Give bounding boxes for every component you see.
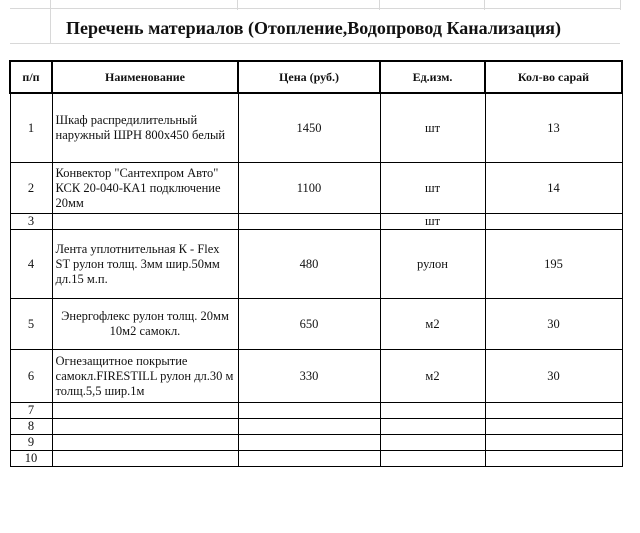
- row-unit: [380, 435, 485, 451]
- row-qty: [485, 403, 622, 419]
- row-qty: 30: [485, 350, 622, 403]
- table-row: [10, 435, 622, 451]
- row-unit: рулон: [380, 230, 485, 299]
- title-row-blank-cell: [10, 9, 51, 43]
- row-num: 8: [10, 419, 52, 435]
- row-price: [238, 451, 380, 467]
- table-row: [10, 451, 622, 467]
- row-qty: 30: [485, 299, 622, 350]
- row-name: Шкаф распредилительный наружный ШРН 800х450 белый: [52, 93, 238, 163]
- table-row: [10, 350, 622, 403]
- row-price: [238, 419, 380, 435]
- row-qty: 14: [485, 163, 622, 214]
- row-unit: [380, 403, 485, 419]
- row-unit: шт: [380, 93, 485, 163]
- table-row: [10, 403, 622, 419]
- row-qty: 195: [485, 230, 622, 299]
- table-row: [10, 93, 622, 163]
- row-price: 330: [238, 350, 380, 403]
- table-row: [10, 163, 622, 214]
- row-price: [238, 403, 380, 419]
- row-price: [238, 214, 380, 230]
- header-qty: Кол-во сарай: [485, 61, 622, 93]
- row-name: [52, 214, 238, 230]
- header-unit: Ед.изм.: [380, 61, 485, 93]
- row-unit: шт: [380, 163, 485, 214]
- document-title: Перечень материалов (Отопление,Водопровод Канализация): [66, 18, 562, 38]
- row-name: [52, 451, 238, 467]
- table-row: [10, 230, 622, 299]
- row-price: 650: [238, 299, 380, 350]
- table-row: [10, 214, 622, 230]
- row-name: Огнезащитное покрытие самокл.FIRESTILL рулон дл.30 м толщ.5,5 шир.1м: [52, 350, 238, 403]
- materials-table: [9, 60, 623, 467]
- row-name: Конвектор "Сантехпром Авто" КСК 20-040-КА1 подключение 20мм: [52, 163, 238, 214]
- row-num: 1: [10, 93, 52, 163]
- row-price: [238, 435, 380, 451]
- row-num: 4: [10, 230, 52, 299]
- row-name: Энергофлекс рулон толщ. 20мм 10м2 самокл.: [52, 299, 238, 350]
- row-num: 7: [10, 403, 52, 419]
- row-qty: [485, 419, 622, 435]
- row-num: 2: [10, 163, 52, 214]
- row-num: 5: [10, 299, 52, 350]
- row-num: 6: [10, 350, 52, 403]
- row-unit: м2: [380, 350, 485, 403]
- row-price: 1100: [238, 163, 380, 214]
- row-qty: [485, 214, 622, 230]
- row-price: 480: [238, 230, 380, 299]
- row-name: [52, 419, 238, 435]
- title-row: [10, 8, 620, 44]
- row-unit: м2: [380, 299, 485, 350]
- row-price: 1450: [238, 93, 380, 163]
- row-name: Лента уплотнительная К - Flex ST рулон толщ. 3мм шир.50мм дл.15 м.п.: [52, 230, 238, 299]
- row-qty: [485, 451, 622, 467]
- table-row: [10, 419, 622, 435]
- header-name: Наименование: [52, 61, 238, 93]
- row-unit: [380, 451, 485, 467]
- header-price: Цена (руб.): [238, 61, 380, 93]
- table-row: [10, 299, 622, 350]
- row-num: 10: [10, 451, 52, 467]
- row-qty: 13: [485, 93, 622, 163]
- row-name: [52, 403, 238, 419]
- row-unit: [380, 419, 485, 435]
- header-num: п/п: [10, 61, 52, 93]
- row-unit: шт: [380, 214, 485, 230]
- header-row: [10, 61, 622, 93]
- row-name: [52, 435, 238, 451]
- row-num: 9: [10, 435, 52, 451]
- row-qty: [485, 435, 622, 451]
- row-num: 3: [10, 214, 52, 230]
